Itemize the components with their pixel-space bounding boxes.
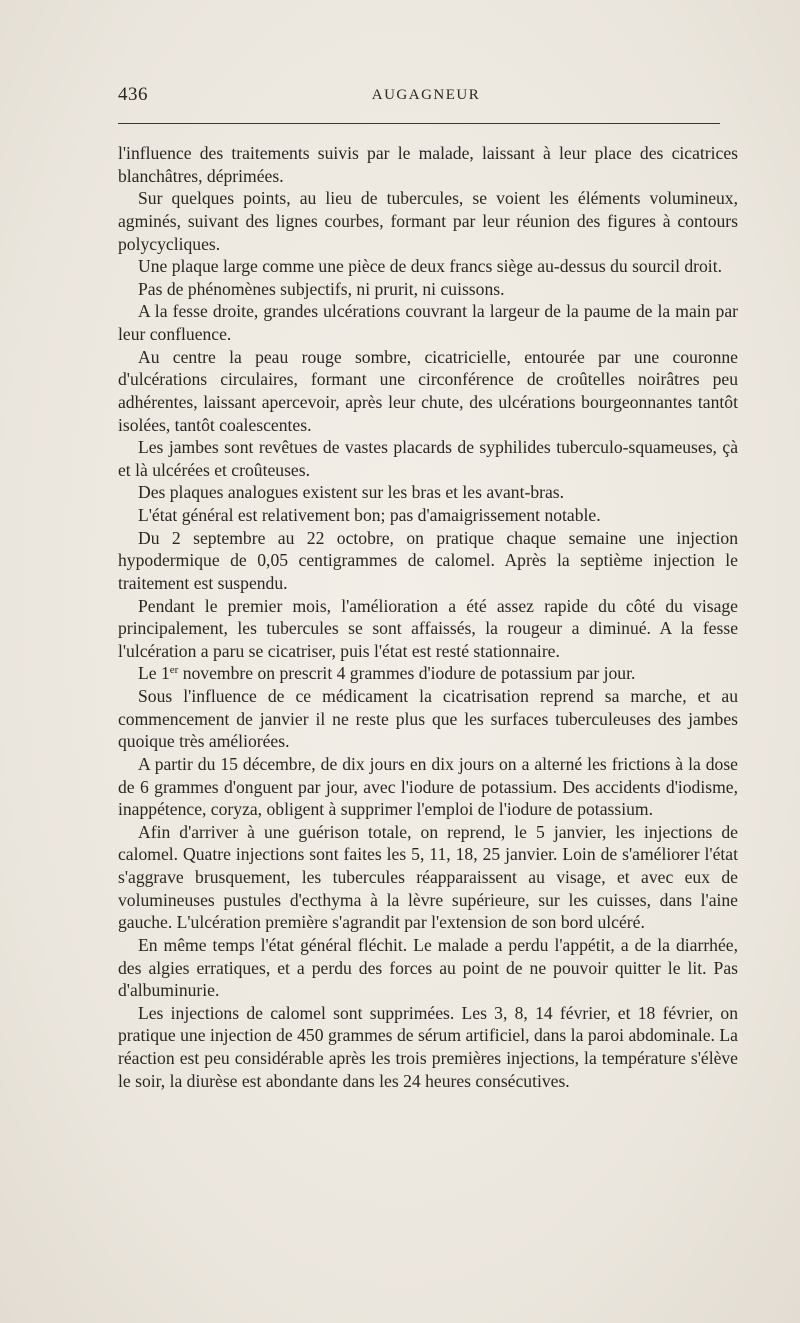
paragraph: Une plaque large comme une pièce de deux francs siège au-dessus du sourcil droit. xyxy=(138,256,722,277)
body-text xyxy=(118,142,738,1092)
paragraph: Au centre la peau rouge sombre, cicatricielle, entourée par une couronne d'ulcérations circulaires, formant une circonférence de croûtelles noirâtres peu adhérentes, laissant apercevoir, après leur chute, des ulcérations bourgeonnantes tantôt isolées, tantôt coalescentes. xyxy=(118,346,738,435)
page-header xyxy=(118,84,720,114)
paragraph: Des plaques analogues existent sur les bras et les avant-bras. xyxy=(138,482,565,503)
page-number: 436 xyxy=(118,84,148,105)
paragraph: L'état général est relativement bon; pas d'amaigrissement notable. xyxy=(138,505,601,525)
superscript: er xyxy=(169,664,179,677)
paragraph-text: novembre on prescrit 4 grammes d'iodure de potassium par jour. xyxy=(178,663,636,684)
paragraph: Du 2 septembre au 22 octobre, on pratique chaque semaine une injection hypodermique de 0,05 centigrammes de calomel. Après la septième injection le traitement est suspendu. xyxy=(118,527,738,593)
paragraph: Pendant le premier mois, l'amélioration a été assez rapide du côté du visage principalement, les tubercules se sont affaissés, la rougeur a diminué. A la fesse l'ulcération a paru se cicatriser, puis l'état est resté stationnaire. xyxy=(118,595,738,661)
running-head: AUGAGNEUR xyxy=(371,87,481,103)
paragraph: Sur quelques points, au lieu de tubercules, se voient les éléments volumineux, agminés, suivant des lignes courbes, formant par leur réunion des figures à contours polycycliques. xyxy=(118,188,738,254)
paragraph: Sous l'influence de ce médicament la cicatrisation reprend sa marche, et au commencement de janvier il ne reste plus que les surfaces tuberculeuses des jambes quoique très améliorées. xyxy=(118,686,738,752)
paragraph: Pas de phénomènes subjectifs, ni prurit, ni cuissons. xyxy=(138,278,505,299)
paragraph: A partir du 15 décembre, de dix jours en dix jours on a alterné les frictions à la dose de 6 grammes d'onguent par jour, avec l'iodure de potassium. Des accidents d'iodisme, inappétence, coryza, obligent à supprimer l'emploi de l'iodure de potassium. xyxy=(118,753,738,820)
paragraph: En même temps l'état général fléchit. Le malade a perdu l'appétit, a de la diarrhée, des algies erratiques, et a perdu des forces au point de ne pouvoir quitter le lit. Pas d'albuminurie. xyxy=(118,934,738,1001)
paragraph: A la fesse droite, grandes ulcérations couvrant la largeur de la paume de la main par leur confluence. xyxy=(118,301,738,344)
paragraph: l'influence des traitements suivis par le malade, laissant à leur place des cicatrices blanchâtres, déprimées. xyxy=(118,143,738,186)
paragraph: Afin d'arriver à une guérison totale, on reprend, le 5 janvier, les injections de calomel. Quatre injections sont faites les 5, 11, 18, 25 janvier. Loin de s'améliorer l'état s'aggrave brusquement, les tubercules réapparaissent au visage, et avec eux de volumineuses pustules d'ecthyma à la lèvre supérieure, sur les cuisses, dans l'aine gauche. L'ulcération première s'agrandit par l'extension de son bord ulcéré. xyxy=(118,821,738,933)
paragraph xyxy=(118,662,738,685)
paragraph: Les jambes sont revêtues de vastes placards de syphilides tuberculo-squameuses, çà et là ulcérées et croûteuses. xyxy=(118,437,738,480)
paragraph-text: Le 1 xyxy=(138,663,170,684)
paragraph: Les injections de calomel sont supprimées. Les 3, 8, 14 février, et 18 février, on pratique une injection de 450 grammes de sérum artificiel, dans la paroi abdominale. La réaction est peu considérable après les trois premières injections, la température s'élève le soir, la diurèse est abondante dans les 24 heures consécutives. xyxy=(118,1002,738,1091)
header-rule xyxy=(118,123,720,124)
